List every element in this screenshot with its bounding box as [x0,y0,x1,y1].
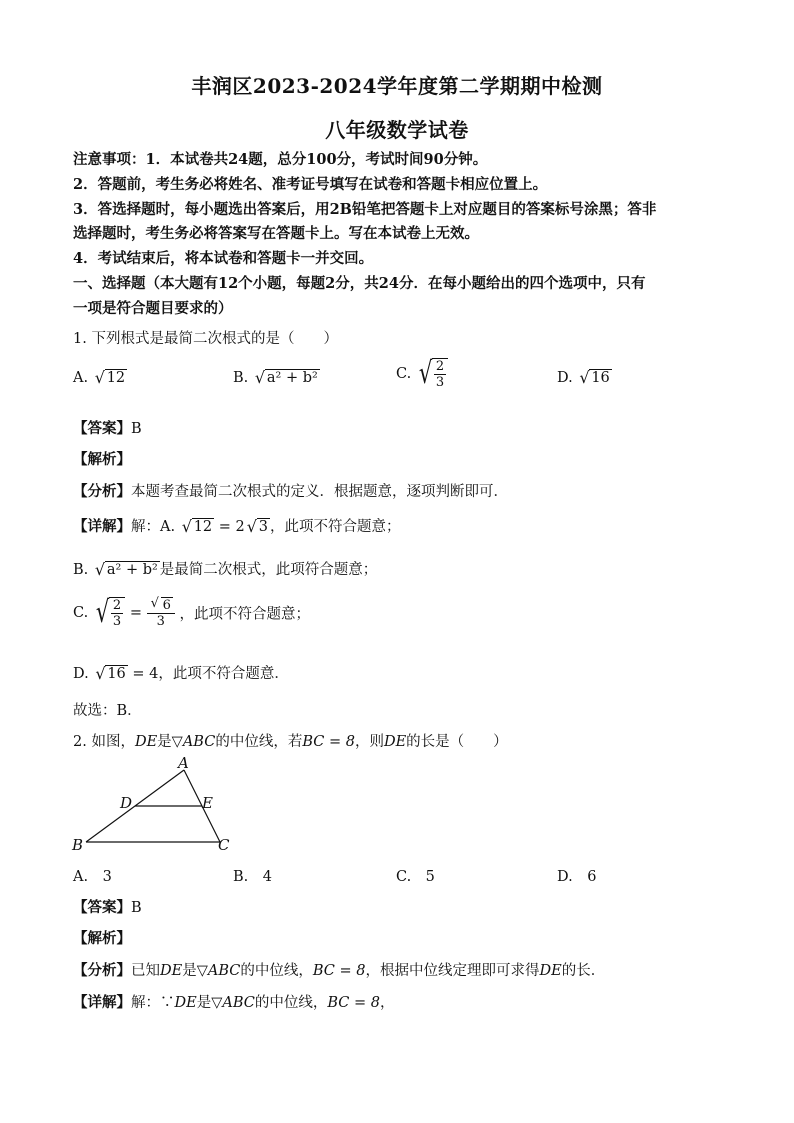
note-3b: 选择题时，考生务必将答案写在答题卡上。写在本试卷上无效。 [73,225,479,242]
q2-analysis-tag: 【解析】 [73,930,131,947]
q1-detail-a: 【详解】解：A. √ 12 = 2 √ 3 ，此项不符合题意； [73,517,401,536]
q2-option-b: B. 4 [233,869,272,885]
q1-option-c: C. √ $\frac{2}{3}$ [396,358,448,390]
q2-option-a: A. 3 [73,869,112,885]
q1-analysis-tag: 【解析】 [73,451,131,468]
section-heading-line2: 一项是符合题目要求的） [73,300,233,317]
page-title: 丰润区2023-2024学年度第二学期期中检测 [191,74,603,98]
q1-detail-c: C. √ $\frac{2}{3}$ = √ 6 3 ，此项不符合题意； [73,595,310,630]
q1-option-d-radical: √ 16 [579,368,610,387]
page-subtitle: 八年级数学试卷 [325,118,469,142]
q1-option-c-radical: √ $\frac{2}{3}$ [416,358,448,390]
q2-stem: 2. 如图，DE是▽ABC的中位线，若BC = 8，则DE的长是（ ） [73,734,508,750]
q1-detail-d: D. √ 16 = 4，此项不符合题意． [73,664,289,683]
q2-answer: 【答案】B [73,899,142,916]
q2-triangle-figure [70,752,240,858]
q1-option-a: A. √ 12 [73,368,126,387]
label-c: C [218,836,230,854]
q1-option-a-radical: √ 12 [94,368,126,387]
q1-conclusion: 故选：B． [73,703,142,719]
label-e: E [202,794,213,812]
q2-option-d: D. 6 [557,869,597,885]
q1-option-d: D. √ 16 [557,368,610,387]
q2-detail: 【详解】解：∵DE是▽ABC的中位线，BC = 8， [73,994,395,1011]
label-b: B [72,836,84,854]
q1-detail-b: B. √ a² + b² 是最简二次根式，此项符合题意； [73,560,378,579]
note-3a: 3．答选择题时，每小题选出答案后，用2B铅笔把答题卡上对应题目的答案标号涂黑；答非 [73,201,657,218]
note-4: 4．考试结束后，将本试卷和答题卡一并交回。 [73,250,374,267]
label-d: D [120,794,133,812]
note-1: 注意事项：1．本试卷共24题，总分100分，考试时间90分钟。 [73,151,488,168]
q1-fenxi: 【分析】本题考查最简二次根式的定义．根据题意，逐项判断即可． [73,483,508,500]
section-heading-line1: 一、选择题（本大题有12个小题，每题2分，共24分．在每小题给出的四个选项中，只有 [73,275,646,292]
q1-answer: 【答案】B [73,420,142,437]
q1-option-b: B. √ a² + b² [233,368,318,387]
label-a: A [178,754,189,772]
note-2: 2．答题前，考生务必将姓名、准考证号填写在试卷和答题卡相应位置上。 [73,176,548,193]
q2-fenxi: 【分析】已知DE是▽ABC的中位线，BC = 8，根据中位线定理即可求得DE的长． [73,962,606,979]
q1-option-b-radical: √ a² + b² [254,368,318,387]
q1-stem: 1. 下列根式是最简二次根式的是（ ） [73,331,338,347]
q2-option-c: C. 5 [396,869,435,885]
